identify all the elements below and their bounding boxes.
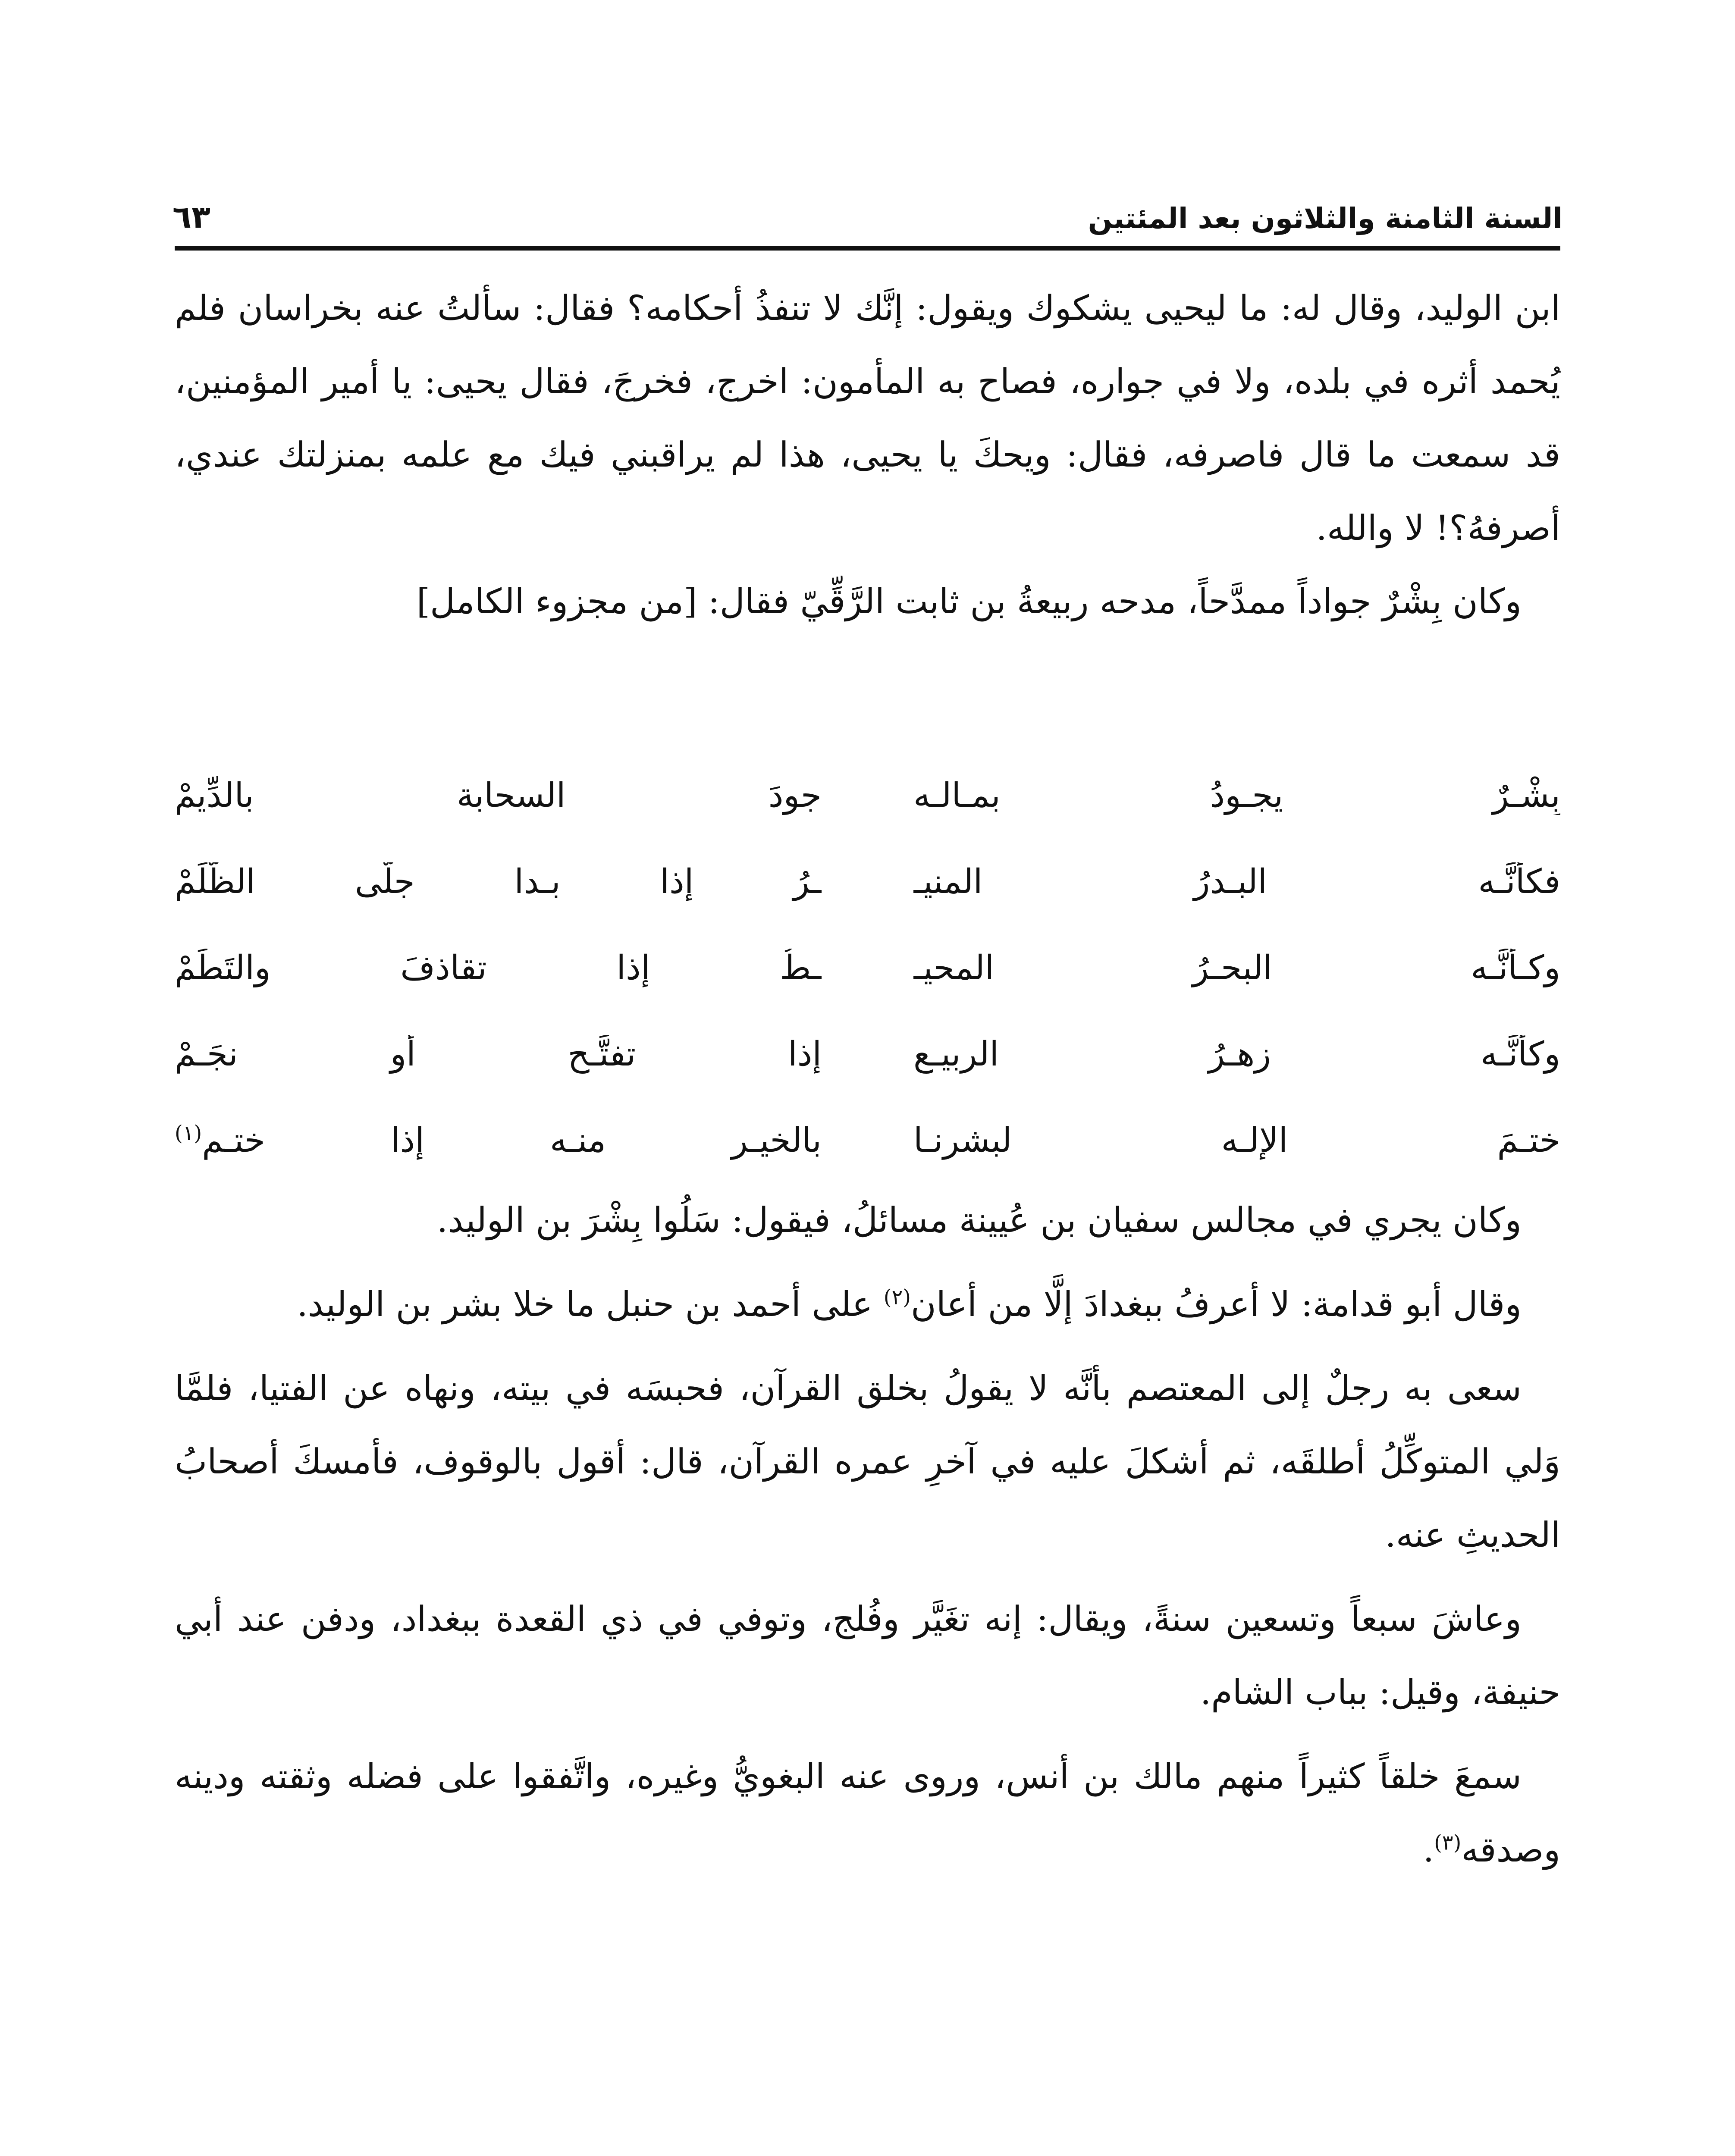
poem-verse-4	[175, 1011, 1560, 1097]
poem-verse-1	[175, 752, 1560, 839]
page-header	[173, 170, 1562, 235]
paragraph-7-part-a: سمعَ خلقاً كثيراً منهم مالك بن أنس، وروى عنه البغويُّ وغيره، واتَّفقوا على فضله وثقته ودينه وصدقه	[175, 1756, 1560, 1870]
verse-5-second-hemistich	[175, 1121, 822, 1160]
paragraph-7-part-b: .	[1423, 1830, 1434, 1870]
page-number: ٦٣	[173, 199, 210, 235]
paragraph-4	[175, 1268, 1560, 1341]
main-text-upper	[175, 272, 1560, 638]
header-rule	[175, 246, 1560, 251]
verse-2-second-hemistich: ـرُ إذا بـدا جلَّى الظُّلَمْ	[175, 862, 822, 901]
paragraph-7	[175, 1740, 1560, 1887]
verse-5-first-hemistich: ختـمَ الإلـه لبشرنـا	[913, 1121, 1560, 1160]
paragraph-2: وكان بِشْرٌ جواداً ممدَّحاً، مدحه ربيعةُ بن ثابت الرَّقِّيّ فقال: [من مجزوء الكامل]	[416, 581, 1522, 621]
verse-5-second-text: بالخيـر منـه إذا ختـم	[202, 1121, 822, 1160]
paragraph-4-part-b: على أحمد بن حنبل ما خلا بشر بن الوليد.	[297, 1284, 884, 1324]
footnote-ref-1[interactable]: (١)	[175, 1121, 202, 1145]
paragraph-4-part-a: وقال أبو قدامة: لا أعرفُ ببغدادَ إلَّا من أعان	[911, 1284, 1522, 1324]
paragraph-6: وعاشَ سبعاً وتسعين سنةً، ويقال: إنه تغَيَّر وفُلج، وتوفي في ذي القعدة ببغداد، ودفن عند أبي حنيفة، وقيل: بباب الشام.	[175, 1599, 1560, 1712]
verse-3-first-hemistich: وكـأنَّـه البحـرُ المحيـ	[913, 949, 1560, 987]
verse-3-second-hemistich: ـطُ إذا تقاذفَ والتَطَمْ	[175, 949, 822, 987]
paragraph-3: وكان يجري في مجالس سفيان بن عُيينة مسائلُ، فيقول: سَلُوا بِشْرَ بن الوليد.	[436, 1200, 1522, 1240]
verse-4-second-hemistich: إذا تفتَّـح أو نجَـمْ	[175, 1035, 822, 1074]
main-text-lower	[175, 1184, 1560, 1897]
footnote-ref-2[interactable]: (٢)	[883, 1285, 911, 1310]
verse-1-second-hemistich: جودَ السحابة بالدِّيمْ	[175, 776, 822, 815]
footnote-ref-3[interactable]: (٣)	[1434, 1830, 1462, 1855]
poem-verse-3	[175, 925, 1560, 1011]
paragraph-1: ابن الوليد، وقال له: ما ليحيى يشكوك ويقول: إنَّك لا تنفذُ أحكامه؟ فقال: سألتُ عنه بخراسان فلم يُحمد أثره في بلده، ولا في جواره، فصاح به المأمون: اخرج، فخرجَ، فقال يحيى: يا أمير المؤمنين، قد سمعت ما قال فاصرفه، فقال: ويحكَ يا يحيى، هذا لم يراقبني فيك مع علمه بمنزلتك عندي، أصرفهُ؟! لا والله.	[175, 288, 1560, 548]
verse-2-first-hemistich: فكأنَّـه البـدرُ المنيـ	[913, 862, 1560, 901]
verse-4-first-hemistich: وكأنَّـه زهـرُ الربيـع	[913, 1035, 1560, 1074]
verse-1-first-hemistich: بِشْـرٌ يجـودُ بمـالـه	[913, 776, 1560, 815]
running-title: السنة الثامنة والثلاثون بعد المئتين	[1088, 202, 1562, 235]
poem	[175, 752, 1560, 1184]
paragraph-5: سعى به رجلٌ إلى المعتصم بأنَّه لا يقولُ بخلق القرآن، فحبسَه في بيته، ونهاه عن الفتيا، فلمَّا وَلي المتوكِّلُ أطلقَه، ثم أشكلَ عليه في آخرِ عمره القرآن، قال: أقول بالوقوف، فأمسكَ أصحابُ الحديثِ عنه.	[175, 1368, 1560, 1555]
poem-verse-2	[175, 839, 1560, 925]
poem-verse-5	[175, 1097, 1560, 1184]
